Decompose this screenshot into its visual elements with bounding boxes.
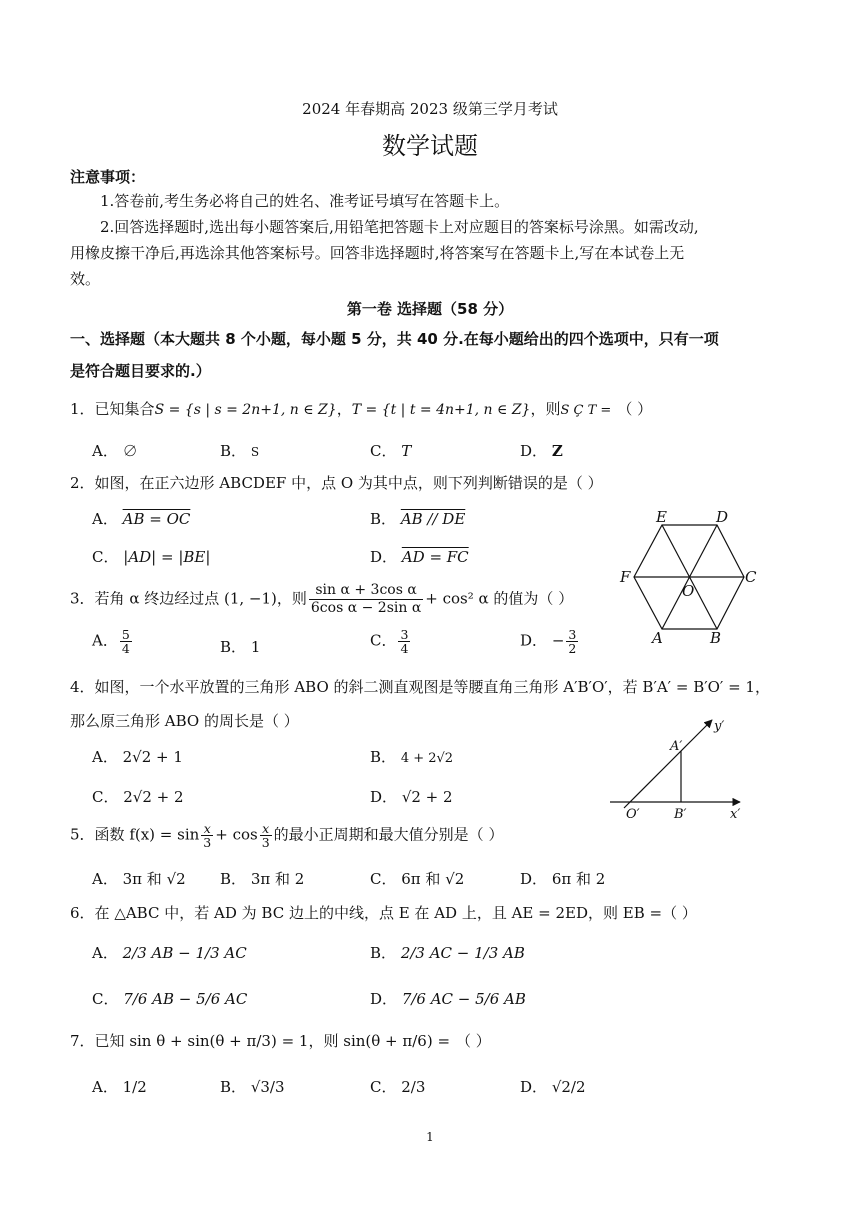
question-number: 2．	[70, 474, 95, 492]
fraction-denominator: 6cos α − 2sin α	[310, 600, 422, 616]
option-text: 6π 和 2	[551, 870, 606, 888]
question-2	[70, 472, 603, 493]
notice-item-2-line-2: 用橡皮擦干净后,再选涂其他答案标号。回答非选择题时,将答案写在答题卡上,写在本试卷上无	[70, 244, 685, 262]
option-text: T	[401, 442, 412, 460]
option-letter: B．	[220, 442, 247, 460]
fraction-denominator: 3	[203, 835, 212, 850]
option-text: 1	[250, 638, 261, 656]
option-text: 2√2 + 2	[123, 788, 184, 806]
point-label-o-prime: O′	[626, 807, 640, 822]
vertex-label-a: A	[652, 629, 663, 647]
question-stem: 在 △ABC 中，若 AD 为 BC 边上的中线，点 E 在 AD 上，且 AE = 2ED，则 EB =（ ）	[94, 904, 697, 922]
option-letter: A．	[92, 1078, 118, 1096]
question-number: 4．	[70, 678, 95, 696]
option-fraction	[398, 628, 410, 655]
expression: S Ç T =	[560, 403, 612, 418]
q2-option-b	[370, 508, 465, 529]
point-label-a-prime: A′	[670, 739, 683, 754]
question-stem: 的最小正周期和最大值分别是（ ）	[273, 825, 504, 844]
option-letter: C．	[370, 442, 397, 460]
notice-item-2-line-3: 效。	[70, 270, 101, 288]
option-letter: A．	[92, 442, 118, 460]
fraction-numerator: x	[260, 822, 272, 836]
option-letter: B．	[220, 638, 247, 656]
option-letter: A．	[92, 944, 118, 962]
q5-option-a	[92, 868, 186, 889]
option-text: 4 + 2√2	[400, 751, 454, 766]
set-s: S = {s | s = 2n+1, n ∈ Z}	[154, 402, 337, 418]
option-letter: D．	[520, 870, 548, 888]
option-letter: B．	[370, 944, 397, 962]
option-letter: B．	[220, 1078, 247, 1096]
y-prime-axis	[624, 720, 712, 808]
option-text: √3/3	[250, 1078, 285, 1096]
option-text: S	[250, 445, 260, 459]
question-stem: 若角 α 终边经过点 (1, −1)，则	[94, 589, 307, 608]
notice-item-2-line-1: 2.回答选择题时,选出每小题答案后,用铅笔把答题卡上对应题目的答案标号涂黑。如需改动,	[100, 218, 699, 236]
option-letter: A．	[92, 748, 118, 766]
subject-title: 数学试题	[382, 132, 478, 160]
question-4-line-2: 那么原三角形 ABO 的周长是（ ）	[70, 712, 299, 730]
option-text: 3π 和 √2	[122, 870, 186, 888]
fraction-numerator: 3	[400, 627, 409, 642]
q3-option-b	[220, 636, 260, 657]
question-number: 5．	[70, 825, 95, 844]
question-7	[70, 1030, 491, 1051]
q5-option-c	[370, 868, 464, 889]
part1-heading-line-1: 一、选择题（本大题共 8 个小题，每小题 5 分，共 40 分.在每小题给出的四个选项中，只有一项	[70, 330, 719, 348]
option-text: 2/3	[401, 1078, 426, 1096]
option-text: 2/3 AC − 1/3 AB	[400, 944, 525, 962]
fraction-x-over-3	[201, 822, 213, 849]
vertex-label-d: D	[716, 510, 729, 526]
question-stem: 如图，一个水平放置的三角形 ABO 的斜二测直观图是等腰直角三角形 A′B′O′，若 B′A′ = B′O′ = 1，	[94, 678, 770, 696]
center-label-o: O	[682, 582, 695, 600]
hexagon-figure	[600, 510, 780, 650]
option-text: 7/6 AC − 5/6 AB	[401, 990, 526, 1008]
vertex-label-e: E	[656, 510, 667, 526]
volume-title: 第一卷 选择题（58 分）	[346, 300, 514, 318]
question-stem: 如图，在正六边形 ABCDEF 中，点 O 为其中点，则下列判断错误的是（ ）	[94, 474, 603, 492]
option-letter: C．	[92, 548, 119, 566]
fraction-numerator: sin α + 3cos α	[309, 582, 423, 600]
option-letter: D．	[370, 788, 398, 806]
q6-option-a	[92, 942, 247, 963]
q6-option-c	[92, 988, 247, 1009]
fraction-denominator: 4	[400, 641, 409, 656]
question-stem: ，则	[530, 400, 561, 418]
option-letter: C．	[370, 631, 397, 650]
option-text: 6π 和 √2	[401, 870, 465, 888]
fraction-denominator: 4	[121, 641, 130, 656]
answer-blank: （ ）	[617, 400, 653, 418]
q1-option-c	[370, 440, 411, 461]
option-text: 2/3 AB − 1/3 AC	[122, 944, 247, 962]
exam-title: 2024 年春期高 2023 级第三学月考试	[302, 100, 558, 118]
option-fraction	[120, 628, 132, 655]
option-fraction	[566, 628, 578, 655]
notice-heading: 注意事项：	[70, 168, 146, 186]
question-5	[70, 822, 503, 849]
q2-option-c	[92, 546, 210, 567]
option-text: AB = OC	[122, 510, 191, 528]
point-label-b-prime: B′	[674, 807, 687, 822]
option-letter: D．	[520, 1078, 548, 1096]
vertex-label-b: B	[710, 629, 722, 647]
question-stem: + cos² α 的值为（ ）	[425, 589, 574, 608]
option-text: 1/2	[122, 1078, 147, 1096]
q1-option-d	[520, 440, 563, 461]
oblique-projection-figure	[600, 712, 760, 824]
question-number: 1．	[70, 400, 95, 418]
fraction-numerator: 5	[121, 627, 130, 642]
question-number: 6．	[70, 904, 95, 922]
option-letter: A．	[92, 870, 118, 888]
q4-option-c	[92, 786, 184, 807]
trig-fraction	[309, 582, 423, 617]
vertex-label-c: C	[745, 568, 757, 586]
q5-option-d	[520, 868, 605, 889]
q4-option-b	[370, 746, 453, 767]
q2-option-d	[370, 546, 469, 567]
option-sign: −	[551, 631, 565, 650]
option-letter: A．	[92, 510, 118, 528]
question-4-line-1	[70, 676, 770, 697]
q7-option-b	[220, 1076, 285, 1097]
option-letter: D．	[370, 990, 398, 1008]
q7-option-c	[370, 1076, 425, 1097]
q1-option-b	[220, 440, 259, 461]
q1-option-a	[92, 440, 138, 461]
question-stem: 函数 f(x) = sin	[94, 825, 200, 844]
page-number: 1	[426, 1130, 434, 1144]
option-letter: C．	[370, 1078, 397, 1096]
option-text: AB // DE	[400, 510, 466, 528]
option-text: AD = FC	[401, 548, 469, 566]
q7-option-a	[92, 1076, 147, 1097]
option-letter: B．	[370, 748, 397, 766]
q7-option-d	[520, 1076, 586, 1097]
fraction-numerator: 3	[568, 627, 577, 642]
option-text: 7/6 AB − 5/6 AC	[123, 990, 248, 1008]
axis-label-x-prime: x′	[730, 807, 741, 822]
option-text: 2√2 + 1	[122, 748, 183, 766]
option-text: ∅	[122, 442, 138, 460]
q3-option-a	[92, 628, 134, 655]
q2-option-a	[92, 508, 190, 529]
option-text: √2/2	[551, 1078, 586, 1096]
option-letter: A．	[92, 631, 118, 650]
fraction-denominator: 2	[568, 641, 577, 656]
option-letter: B．	[220, 870, 247, 888]
question-stem: 已知 sin θ + sin(θ + π/3) = 1，则 sin(θ + π/6) =	[94, 1032, 451, 1050]
q6-option-b	[370, 942, 525, 963]
set-t: T = {t | t = 4n+1, n ∈ Z}	[351, 402, 531, 418]
question-1	[70, 398, 652, 419]
question-number: 3．	[70, 589, 95, 608]
option-text: |AD| = |BE|	[123, 548, 211, 566]
q3-option-d	[520, 628, 580, 655]
option-letter: C．	[92, 990, 119, 1008]
question-6	[70, 902, 697, 923]
vertex-label-f: F	[620, 568, 631, 586]
separator: ，	[336, 400, 352, 418]
q4-option-d	[370, 786, 453, 807]
option-text: 3π 和 2	[250, 870, 305, 888]
option-letter: C．	[370, 870, 397, 888]
option-text: √2 + 2	[401, 788, 453, 806]
part1-heading-line-2: 是符合题目要求的.）	[70, 362, 211, 380]
fraction-denominator: 3	[261, 835, 270, 850]
option-letter: D．	[520, 442, 548, 460]
fraction-numerator: x	[201, 822, 213, 836]
option-text: Z	[551, 442, 563, 460]
q5-option-b	[220, 868, 304, 889]
option-letter: C．	[92, 788, 119, 806]
notice-item-1: 1.答卷前,考生务必将自己的姓名、准考证号填写在答题卡上。	[100, 192, 510, 210]
q3-option-c	[370, 628, 412, 655]
question-stem: 已知集合	[94, 400, 155, 418]
q4-option-a	[92, 746, 183, 767]
axis-label-y-prime: y′	[714, 719, 725, 734]
option-letter: D．	[520, 631, 548, 650]
answer-blank: （ ）	[456, 1032, 491, 1050]
question-number: 7．	[70, 1032, 95, 1050]
option-letter: D．	[370, 548, 398, 566]
question-3	[70, 582, 573, 617]
q6-option-d	[370, 988, 526, 1009]
option-letter: B．	[370, 510, 397, 528]
fraction-x-over-3	[260, 822, 272, 849]
question-stem: + cos	[215, 825, 258, 844]
